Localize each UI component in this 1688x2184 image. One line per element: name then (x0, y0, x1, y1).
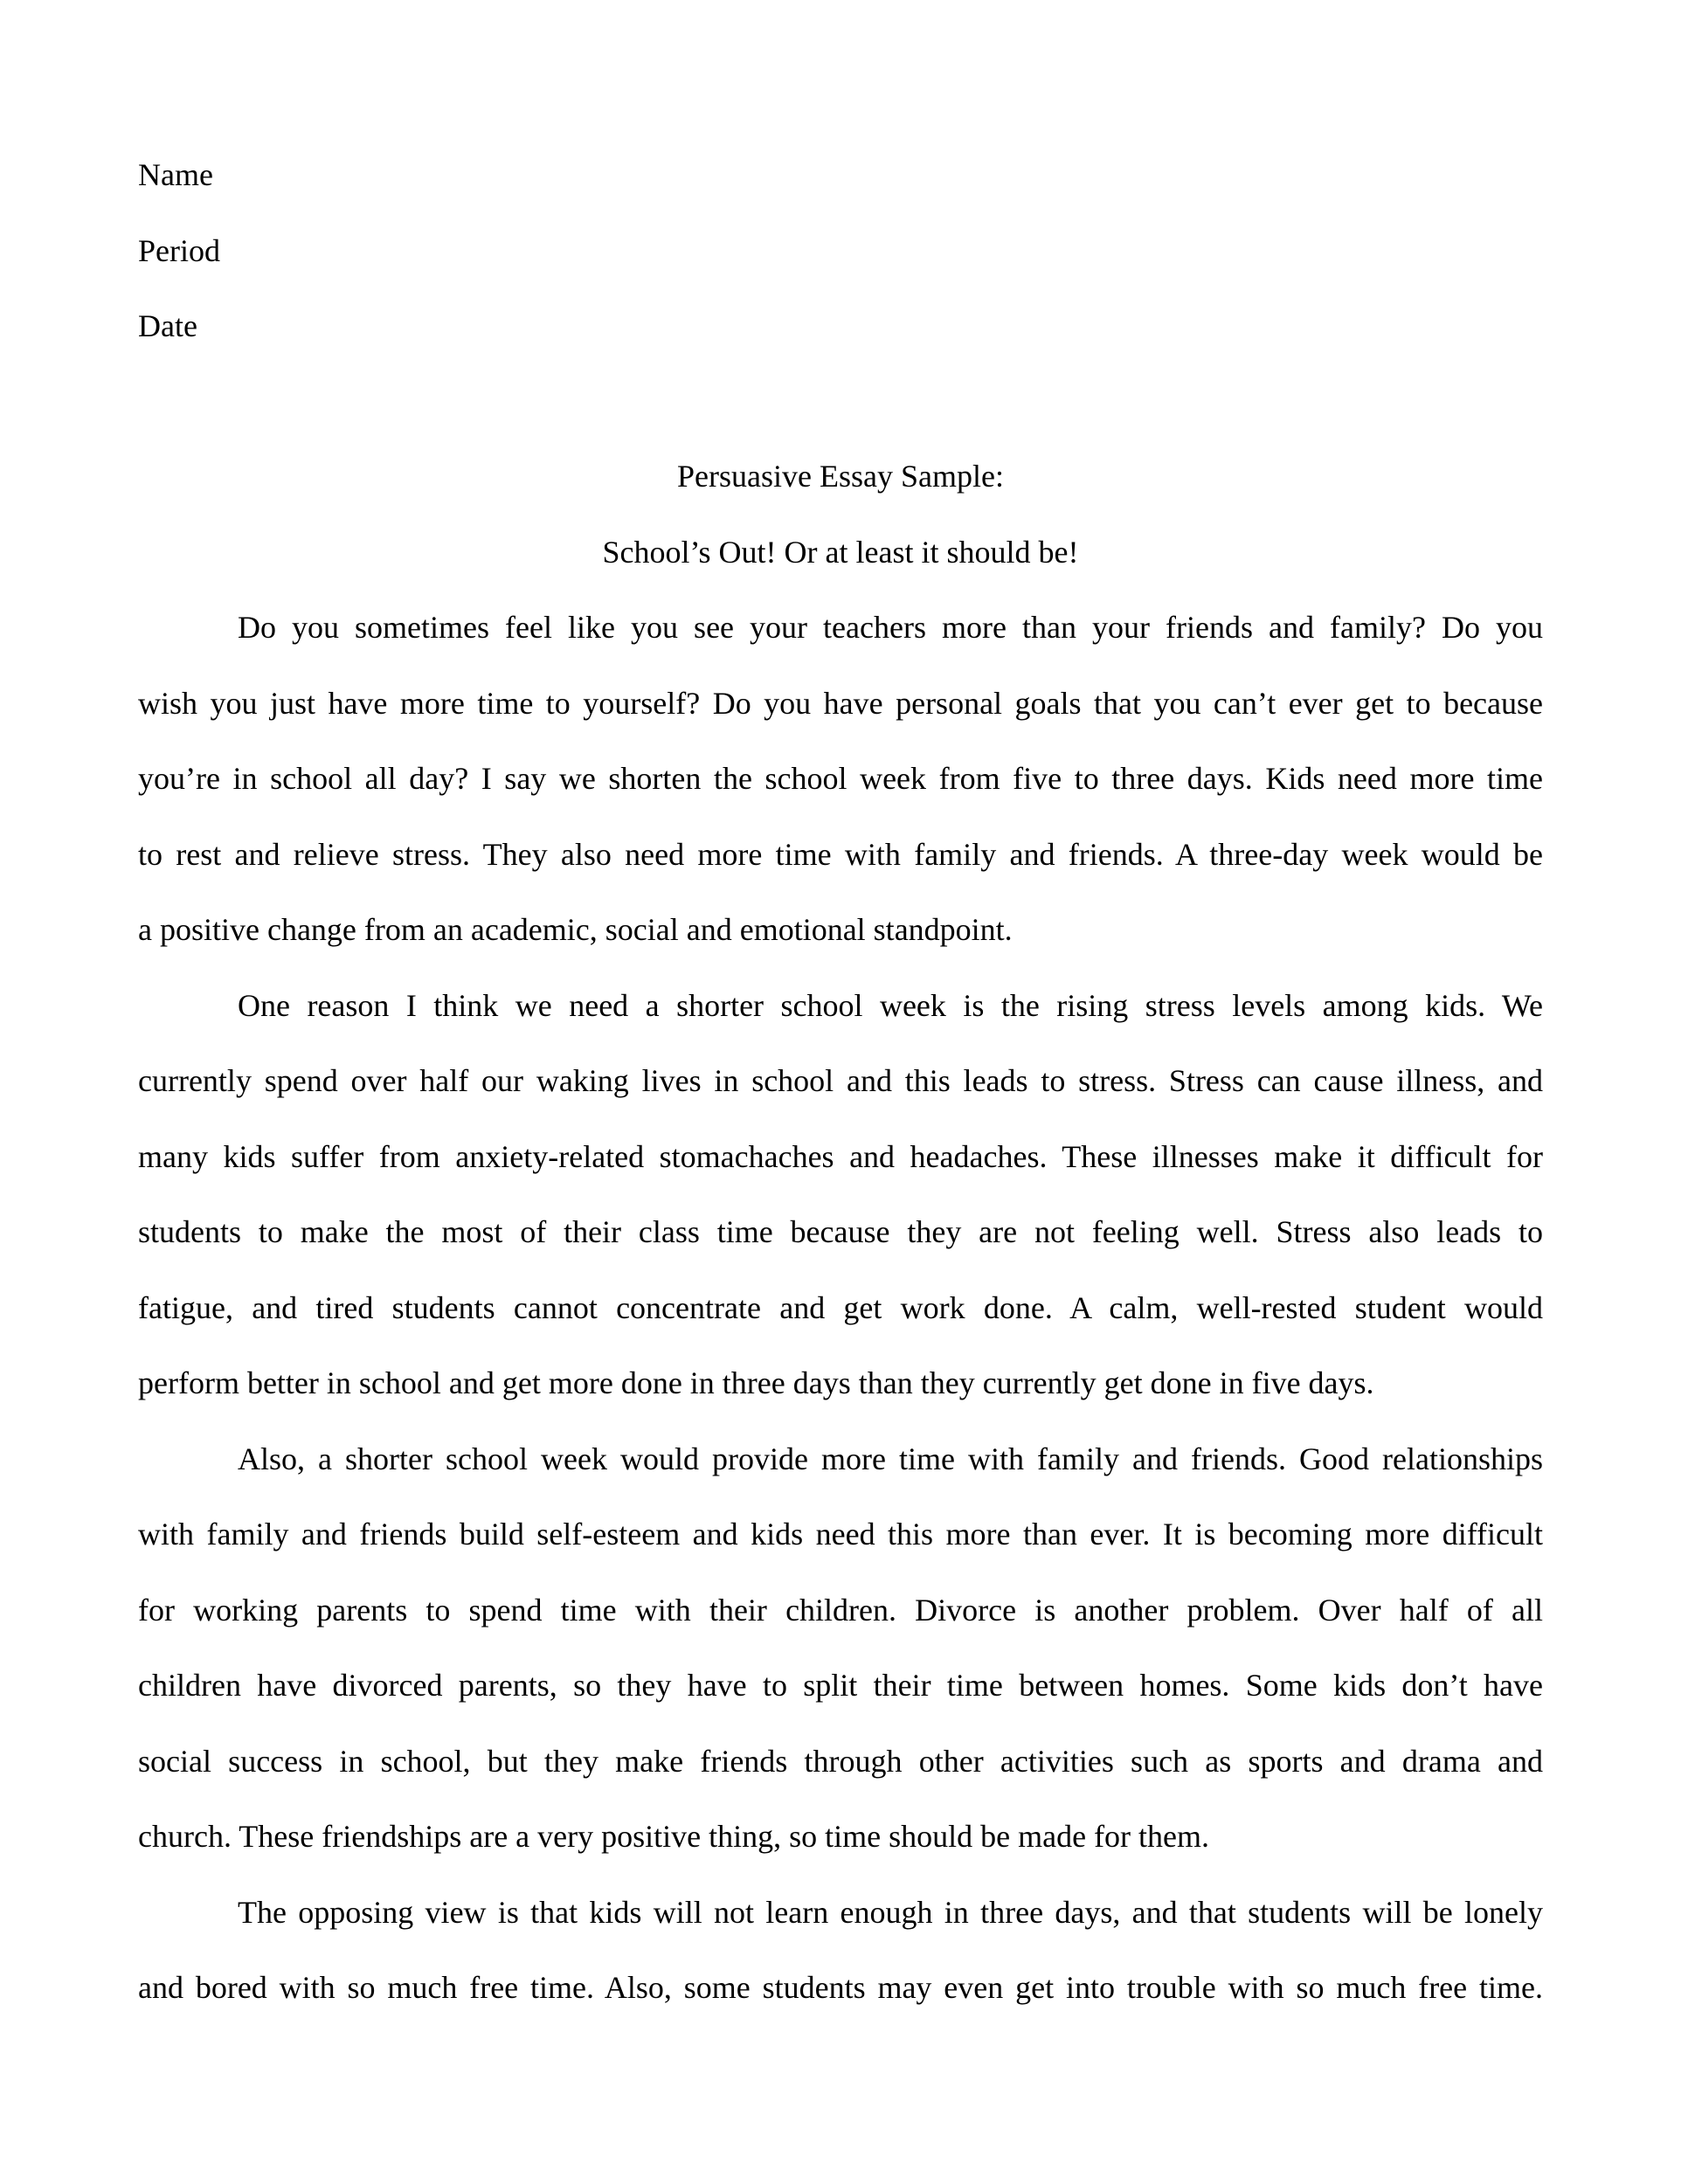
essay-line: children have divorced parents, so they have to split their time between homes. Some kids don’t have (138, 1668, 1543, 1703)
essay-line: students to make the most of their class time because they are not feeling well. Stress also leads to (138, 1214, 1543, 1249)
essay-line: currently spend over half our waking lives in school and this leads to stress. Stress can cause illness, and (138, 1063, 1543, 1098)
essay-line: to rest and relieve stress. They also need more time with family and friends. A three-day week would be (138, 836, 1543, 872)
essay-line: wish you just have more time to yourself? Do you have personal goals that you can’t ever get to because (138, 685, 1543, 721)
essay-line: One reason I think we need a shorter school week is the rising stress levels among kids. We (238, 987, 1543, 1023)
name-label: Name (138, 157, 213, 192)
essay-line: and bored with so much free time. Also, some students may even get into trouble with so much free time. (138, 1970, 1543, 2005)
essay-line: perform better in school and get more done in three days than they currently get done in five days. (138, 1365, 1374, 1400)
essay-line: for working parents to spend time with their children. Divorce is another problem. Over half of all (138, 1592, 1543, 1628)
essay-line: The opposing view is that kids will not learn enough in three days, and that students will be lonely (238, 1894, 1543, 1930)
essay-line: you’re in school all day? I say we shorten the school week from five to three days. Kids need more time (138, 761, 1543, 796)
essay-line: fatigue, and tired students cannot concentrate and get work done. A calm, well-rested student would (138, 1289, 1543, 1325)
essay-line: with family and friends build self-esteem and kids need this more than ever. It is becoming more difficult (138, 1517, 1543, 1552)
essay-line: Also, a shorter school week would provide more time with family and friends. Good relationships (238, 1441, 1543, 1476)
essay-title (138, 439, 1543, 590)
period-label: Period (138, 232, 220, 268)
essay-line: social success in school, but they make friends through other activities such as sports and drama and (138, 1743, 1543, 1779)
title-line-2: School’s Out! Or at least it should be! (602, 534, 1079, 570)
essay-line: a positive change from an academic, social and emotional standpoint. (138, 912, 1013, 947)
essay-body (138, 590, 1543, 2026)
essay-line: church. These friendships are a very positive thing, so time should be made for them. (138, 1819, 1210, 1854)
essay-line: Do you sometimes feel like you see your teachers more than your friends and family? Do you (238, 610, 1543, 645)
title-line-1: Persuasive Essay Sample: (677, 459, 1004, 494)
student-info-header (138, 137, 220, 364)
date-label: Date (138, 308, 197, 343)
essay-line: many kids suffer from anxiety-related stomachaches and headaches. These illnesses make it difficult for (138, 1138, 1543, 1174)
